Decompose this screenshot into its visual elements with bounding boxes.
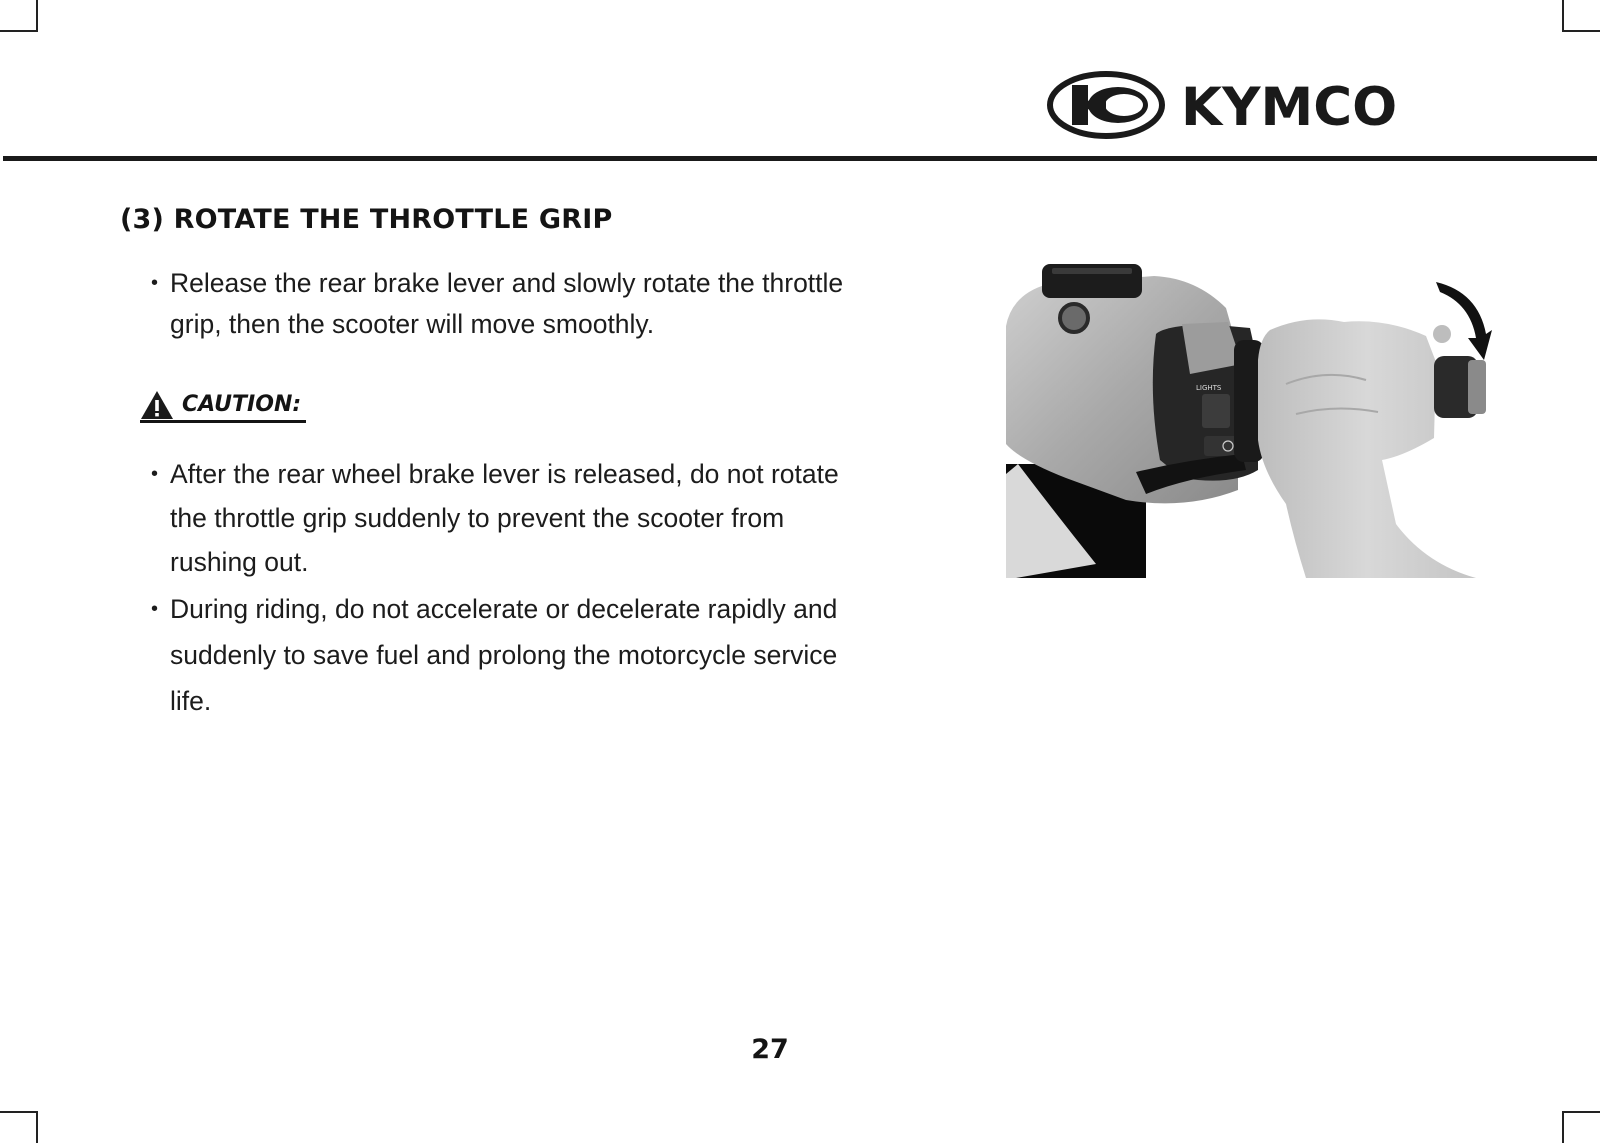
caution-item [151, 452, 839, 584]
section-title: (3) ROTATE THE THROTTLE GRIP [120, 204, 613, 235]
caution-label: CAUTION: [182, 392, 302, 417]
crop-mark-top-right [1562, 0, 1600, 32]
bar-end-weight [1468, 360, 1486, 414]
kymco-k-oval-icon [1050, 74, 1162, 136]
throttle-grip-photo [1006, 264, 1492, 578]
text-line: Release the rear brake lever and slowly rotate the throttle [170, 268, 844, 298]
warning-triangle-icon [140, 390, 174, 420]
text-line: grip, then the scooter will move smoothly. [170, 309, 655, 339]
header-rule [3, 156, 1597, 161]
text-line: rushing out. [170, 547, 309, 577]
bullet-dot: • [151, 272, 159, 294]
kymco-logo [1046, 68, 1446, 142]
switch-label: LIGHTS [1196, 384, 1222, 392]
bullet-dot: • [151, 463, 159, 485]
light-switch [1202, 394, 1230, 428]
crop-mark-top-left [0, 0, 38, 32]
bolt [1433, 325, 1451, 343]
text-line: the throttle grip suddenly to prevent the scooter from [170, 503, 785, 533]
page-number: 27 [751, 1034, 789, 1065]
crop-mark-bottom-left [0, 1111, 38, 1143]
instruction-bullet [151, 263, 844, 345]
text-line: life. [170, 686, 212, 716]
bullet-dot: • [151, 598, 159, 620]
text-line: suddenly to save fuel and prolong the motorcycle service [170, 640, 838, 670]
reservoir-cap [1052, 268, 1132, 274]
rotation-arrow-icon [1436, 282, 1492, 360]
text-line: During riding, do not accelerate or decelerate rapidly and [170, 594, 838, 624]
crop-mark-bottom-right [1562, 1111, 1600, 1143]
mirror-mount [1060, 304, 1088, 332]
caution-underline [140, 420, 306, 423]
caution-heading [140, 388, 320, 428]
caution-item [151, 586, 838, 724]
text-line: After the rear wheel brake lever is released, do not rotate [170, 459, 839, 489]
brand-wordmark: KYMCO [1181, 77, 1398, 138]
